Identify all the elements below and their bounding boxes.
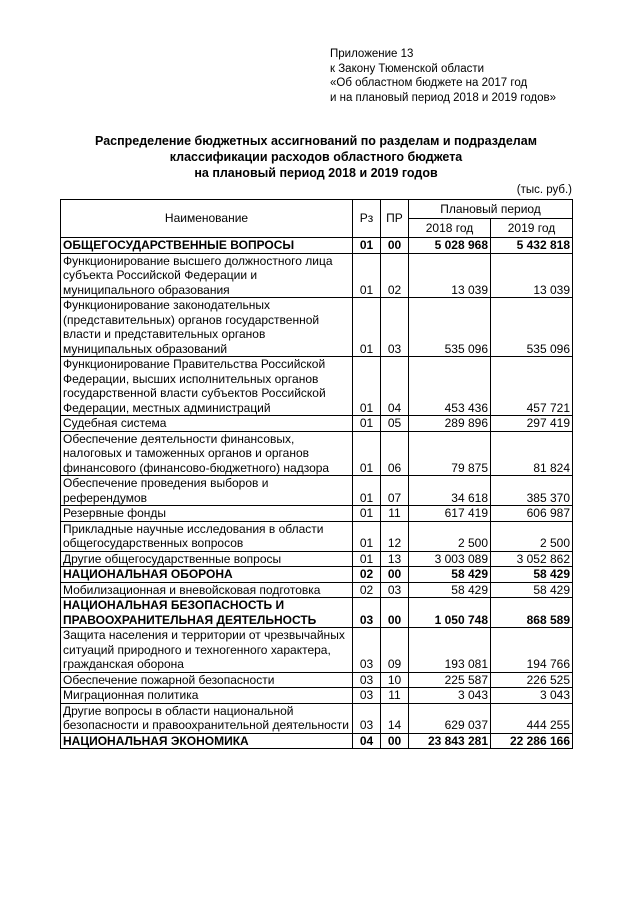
row-value-2018: 79 875 [409, 431, 491, 476]
row-pr: 11 [381, 506, 409, 522]
row-name: Миграционная политика [61, 688, 353, 704]
row-rz: 03 [353, 703, 381, 733]
row-rz: 04 [353, 733, 381, 749]
row-pr: 07 [381, 476, 409, 506]
row-value-2019: 13 039 [491, 253, 573, 298]
table-row [61, 521, 573, 551]
row-pr: 03 [381, 582, 409, 598]
row-rz: 01 [353, 416, 381, 432]
header-planned: Плановый период [409, 200, 573, 219]
row-value-2019: 606 987 [491, 506, 573, 522]
row-rz: 01 [353, 253, 381, 298]
row-rz: 01 [353, 521, 381, 551]
table-row [61, 628, 573, 673]
row-name: НАЦИОНАЛЬНАЯ БЕЗОПАСНОСТЬ И ПРАВООХРАНИТЕЛЬНАЯ ДЕЯТЕЛЬНОСТЬ [61, 598, 353, 628]
table-row [61, 733, 573, 749]
table-row [61, 567, 573, 583]
row-value-2019: 385 370 [491, 476, 573, 506]
row-rz: 03 [353, 628, 381, 673]
table-row [61, 506, 573, 522]
row-value-2018: 453 436 [409, 357, 491, 416]
title-line: Распределение бюджетных ассигнований по разделам и подразделам [95, 134, 537, 148]
row-name: Защита населения и территории от чрезвычайных ситуаций природного и техногенного характера, гражданская оборона [61, 628, 353, 673]
row-value-2018: 617 419 [409, 506, 491, 522]
row-rz: 01 [353, 238, 381, 254]
row-rz: 01 [353, 298, 381, 357]
row-value-2019: 226 525 [491, 672, 573, 688]
row-name: Другие общегосударственные вопросы [61, 551, 353, 567]
row-rz: 01 [353, 476, 381, 506]
row-value-2019: 444 255 [491, 703, 573, 733]
row-value-2018: 3 043 [409, 688, 491, 704]
row-name: Функционирование законодательных (представительных) органов государственной власти и представительных органов муниципальных образований [61, 298, 353, 357]
row-pr: 06 [381, 431, 409, 476]
row-value-2018: 193 081 [409, 628, 491, 673]
row-name: Резервные фонды [61, 506, 353, 522]
table-row [61, 253, 573, 298]
row-value-2019: 58 429 [491, 582, 573, 598]
row-name: Обеспечение пожарной безопасности [61, 672, 353, 688]
row-value-2018: 1 050 748 [409, 598, 491, 628]
row-value-2018: 58 429 [409, 567, 491, 583]
row-value-2019: 194 766 [491, 628, 573, 673]
row-name: Другие вопросы в области национальной безопасности и правоохранительной деятельности [61, 703, 353, 733]
table-row [61, 582, 573, 598]
table-row [61, 551, 573, 567]
document-title [60, 133, 572, 181]
title-line: классификации расходов областного бюджета [169, 150, 463, 164]
header-rz: Рз [353, 200, 381, 238]
row-value-2019: 3 043 [491, 688, 573, 704]
row-name: Функционирование Правительства Российской Федерации, высших исполнительных органов государственной власти субъектов Российской Федерации, местных администраций [61, 357, 353, 416]
row-pr: 12 [381, 521, 409, 551]
row-pr: 03 [381, 298, 409, 357]
header-2019: 2019 год [491, 219, 573, 238]
row-name: НАЦИОНАЛЬНАЯ ОБОРОНА [61, 567, 353, 583]
header-pr: ПР [381, 200, 409, 238]
row-rz: 02 [353, 567, 381, 583]
row-value-2019: 2 500 [491, 521, 573, 551]
row-rz: 01 [353, 551, 381, 567]
table-row [61, 298, 573, 357]
row-pr: 11 [381, 688, 409, 704]
row-value-2019: 22 286 166 [491, 733, 573, 749]
header-2018: 2018 год [409, 219, 491, 238]
row-pr: 14 [381, 703, 409, 733]
appendix-note [330, 47, 556, 105]
row-pr: 10 [381, 672, 409, 688]
row-value-2018: 5 028 968 [409, 238, 491, 254]
header-name: Наименование [61, 200, 353, 238]
row-value-2018: 58 429 [409, 582, 491, 598]
row-value-2019: 868 589 [491, 598, 573, 628]
table-row [61, 476, 573, 506]
appendix-line: к Закону Тюменской области [330, 62, 485, 75]
row-value-2019: 58 429 [491, 567, 573, 583]
row-value-2018: 225 587 [409, 672, 491, 688]
table-row [61, 703, 573, 733]
row-name: Судебная система [61, 416, 353, 432]
table-row [61, 357, 573, 416]
row-name: ОБЩЕГОСУДАРСТВЕННЫЕ ВОПРОСЫ [61, 238, 353, 254]
budget-table [60, 199, 573, 749]
row-value-2018: 23 843 281 [409, 733, 491, 749]
row-rz: 01 [353, 357, 381, 416]
row-name: Обеспечение деятельности финансовых, налоговых и таможенных органов и органов финансового (финансово-бюджетного) надзора [61, 431, 353, 476]
row-value-2018: 3 003 089 [409, 551, 491, 567]
row-pr: 00 [381, 598, 409, 628]
row-name: Мобилизационная и вневойсковая подготовка [61, 582, 353, 598]
units-label: (тыс. руб.) [516, 184, 572, 196]
row-value-2019: 297 419 [491, 416, 573, 432]
row-value-2018: 629 037 [409, 703, 491, 733]
table-row [61, 431, 573, 476]
row-rz: 01 [353, 506, 381, 522]
table-row [61, 238, 573, 254]
row-pr: 00 [381, 733, 409, 749]
row-value-2018: 2 500 [409, 521, 491, 551]
row-rz: 03 [353, 688, 381, 704]
row-pr: 13 [381, 551, 409, 567]
row-value-2019: 3 052 862 [491, 551, 573, 567]
row-name: Обеспечение проведения выборов и референдумов [61, 476, 353, 506]
row-pr: 00 [381, 238, 409, 254]
row-pr: 09 [381, 628, 409, 673]
row-value-2019: 5 432 818 [491, 238, 573, 254]
row-rz: 02 [353, 582, 381, 598]
row-name: Функционирование высшего должностного лица субъекта Российской Федерации и муниципального образования [61, 253, 353, 298]
row-pr: 02 [381, 253, 409, 298]
title-line: на плановый период 2018 и 2019 годов [194, 166, 438, 180]
row-value-2018: 289 896 [409, 416, 491, 432]
row-value-2018: 34 618 [409, 476, 491, 506]
appendix-line: Приложение 13 [330, 48, 414, 60]
row-name: Прикладные научные исследования в области общегосударственных вопросов [61, 521, 353, 551]
row-pr: 05 [381, 416, 409, 432]
row-value-2019: 535 096 [491, 298, 573, 357]
appendix-line: и на плановый период 2018 и 2019 годов» [330, 91, 556, 104]
appendix-line: «Об областном бюджете на 2017 год [330, 77, 528, 89]
table-row [61, 688, 573, 704]
row-rz: 01 [353, 431, 381, 476]
table-row [61, 598, 573, 628]
row-value-2019: 81 824 [491, 431, 573, 476]
row-pr: 00 [381, 567, 409, 583]
table-row [61, 416, 573, 432]
row-pr: 04 [381, 357, 409, 416]
row-value-2018: 13 039 [409, 253, 491, 298]
row-name: НАЦИОНАЛЬНАЯ ЭКОНОМИКА [61, 733, 353, 749]
table-row [61, 672, 573, 688]
row-value-2018: 535 096 [409, 298, 491, 357]
row-rz: 03 [353, 672, 381, 688]
row-rz: 03 [353, 598, 381, 628]
row-value-2019: 457 721 [491, 357, 573, 416]
